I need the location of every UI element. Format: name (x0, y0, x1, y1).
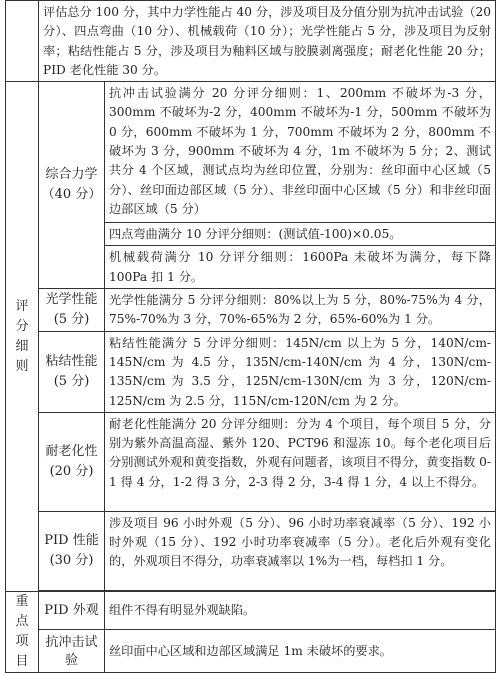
adhesion-category: 粘结性能 (5 分) (39, 331, 105, 412)
key-item-impact-row (6, 630, 496, 673)
aging-row (6, 412, 496, 511)
optical-row (6, 289, 496, 332)
optical-detail: 光学性能满分 5 分评分细则：80%以上为 5 分，80%-75%为 4 分，75%-70%为 3 分，70%-65%为 2 分，65%-60%为 1 分。 (105, 289, 496, 332)
pid-category: PID 性能 (30 分) (39, 511, 105, 590)
mechanical-category: 综合力学 （40 分） (39, 82, 105, 289)
overview-row (6, 1, 496, 82)
pid-detail: 涉及项目 96 小时外观（5 分）、96 小时功率衰减率（5 分）、192 小时外观（15 分）、192 小时功率衰减率（5 分）。老化后外观有变化的，外观项目不得分，功率衰减率以 1%为一档，每档扣 1 分。 (105, 511, 496, 590)
optical-category: 光学性能 (5 分) (39, 289, 105, 332)
scoring-section-header: 评 分 细 则 (6, 82, 39, 592)
adhesion-detail: 粘结性能满分 5 分评分细则：145N/cm 以上为 5 分，140N/cm-145N/cm 为 4.5 分，135N/cm-140N/cm 为 4 分，130N/cm-135N/cm 为 3.5 分，125N/cm-130N/cm 为 3 分，120N/cm-125N/cm 为 2.5 分，115N/cm-120N/cm 为 2 分。 (105, 331, 496, 412)
pid-row (6, 511, 496, 590)
scoring-table (5, 0, 496, 673)
mechanical-impact-row (6, 82, 496, 223)
key-item-desc: 丝印面中心区域和边部区域满足 1m 未破坏的要求。 (105, 630, 496, 673)
aging-detail: 耐老化性能满分 20 分评分细则：分为 4 个项目，每个项目 5 分，分别为紫外高温高湿、紫外 120、PCT96 和湿冻 10。每个老化项目后分别测试外观和黄变指数，外观有问题者，该项目不得分，黄变指数 0-1 得 4 分，1-2 得 3 分，2-3 得 2 分，3-4 得 1 分，4 以上不得分。 (105, 412, 496, 511)
key-item-name: PID 外观 (39, 591, 105, 629)
key-item-pid-row (6, 591, 496, 629)
adhesion-row (6, 331, 496, 412)
key-items-section-header: 重 点 项 目 (6, 591, 39, 672)
overview-text: 评估总分 100 分，其中力学性能占 40 分，涉及项目及分值分别为抗冲击试验（20 分）、四点弯曲（10 分）、机械载荷（10 分）；光学性能占 5 分，涉及项目为反射率；粘结性能占 5 分，涉及项目为釉料区域与胶膜剥离强度；耐老化性能 20 分；PID 老化性能 30 分。 (39, 1, 496, 82)
overview-blank-cell (6, 1, 39, 82)
bending-detail: 四点弯曲满分 10 分评分细则：(测试值-100)×0.05。 (105, 223, 496, 246)
key-item-desc: 组件不得有明显外观缺陷。 (105, 591, 496, 629)
impact-test-detail: 抗冲击试验满分 20 分评分细则：1、200mm 不破坏为-3 分，300mm 不破坏为-2 分，400mm 不破坏为-1 分，500mm 不破坏为 0 分，600mm 不破坏为 1 分，700mm 不破坏为 2 分，800mm 不破坏为 3 分，900mm 不破坏为 4 分，1m 不破坏为 5 分；2、测试共分 4 个区域，测试点均为丝印位置，分别为：丝印面中心区域（5 分）、丝印面边部区域（5 分）、非丝印面中心区域（5 分）和非丝印面边部区域（5 分） (105, 82, 496, 223)
mechanical-load-detail: 机械载荷满分 10 分评分细则：1600Pa 未破坏为满分，每下降 100Pa 扣 1 分。 (105, 246, 496, 289)
key-item-name: 抗冲击试验 (39, 630, 105, 673)
aging-category: 耐老化性 (20 分) (39, 412, 105, 511)
